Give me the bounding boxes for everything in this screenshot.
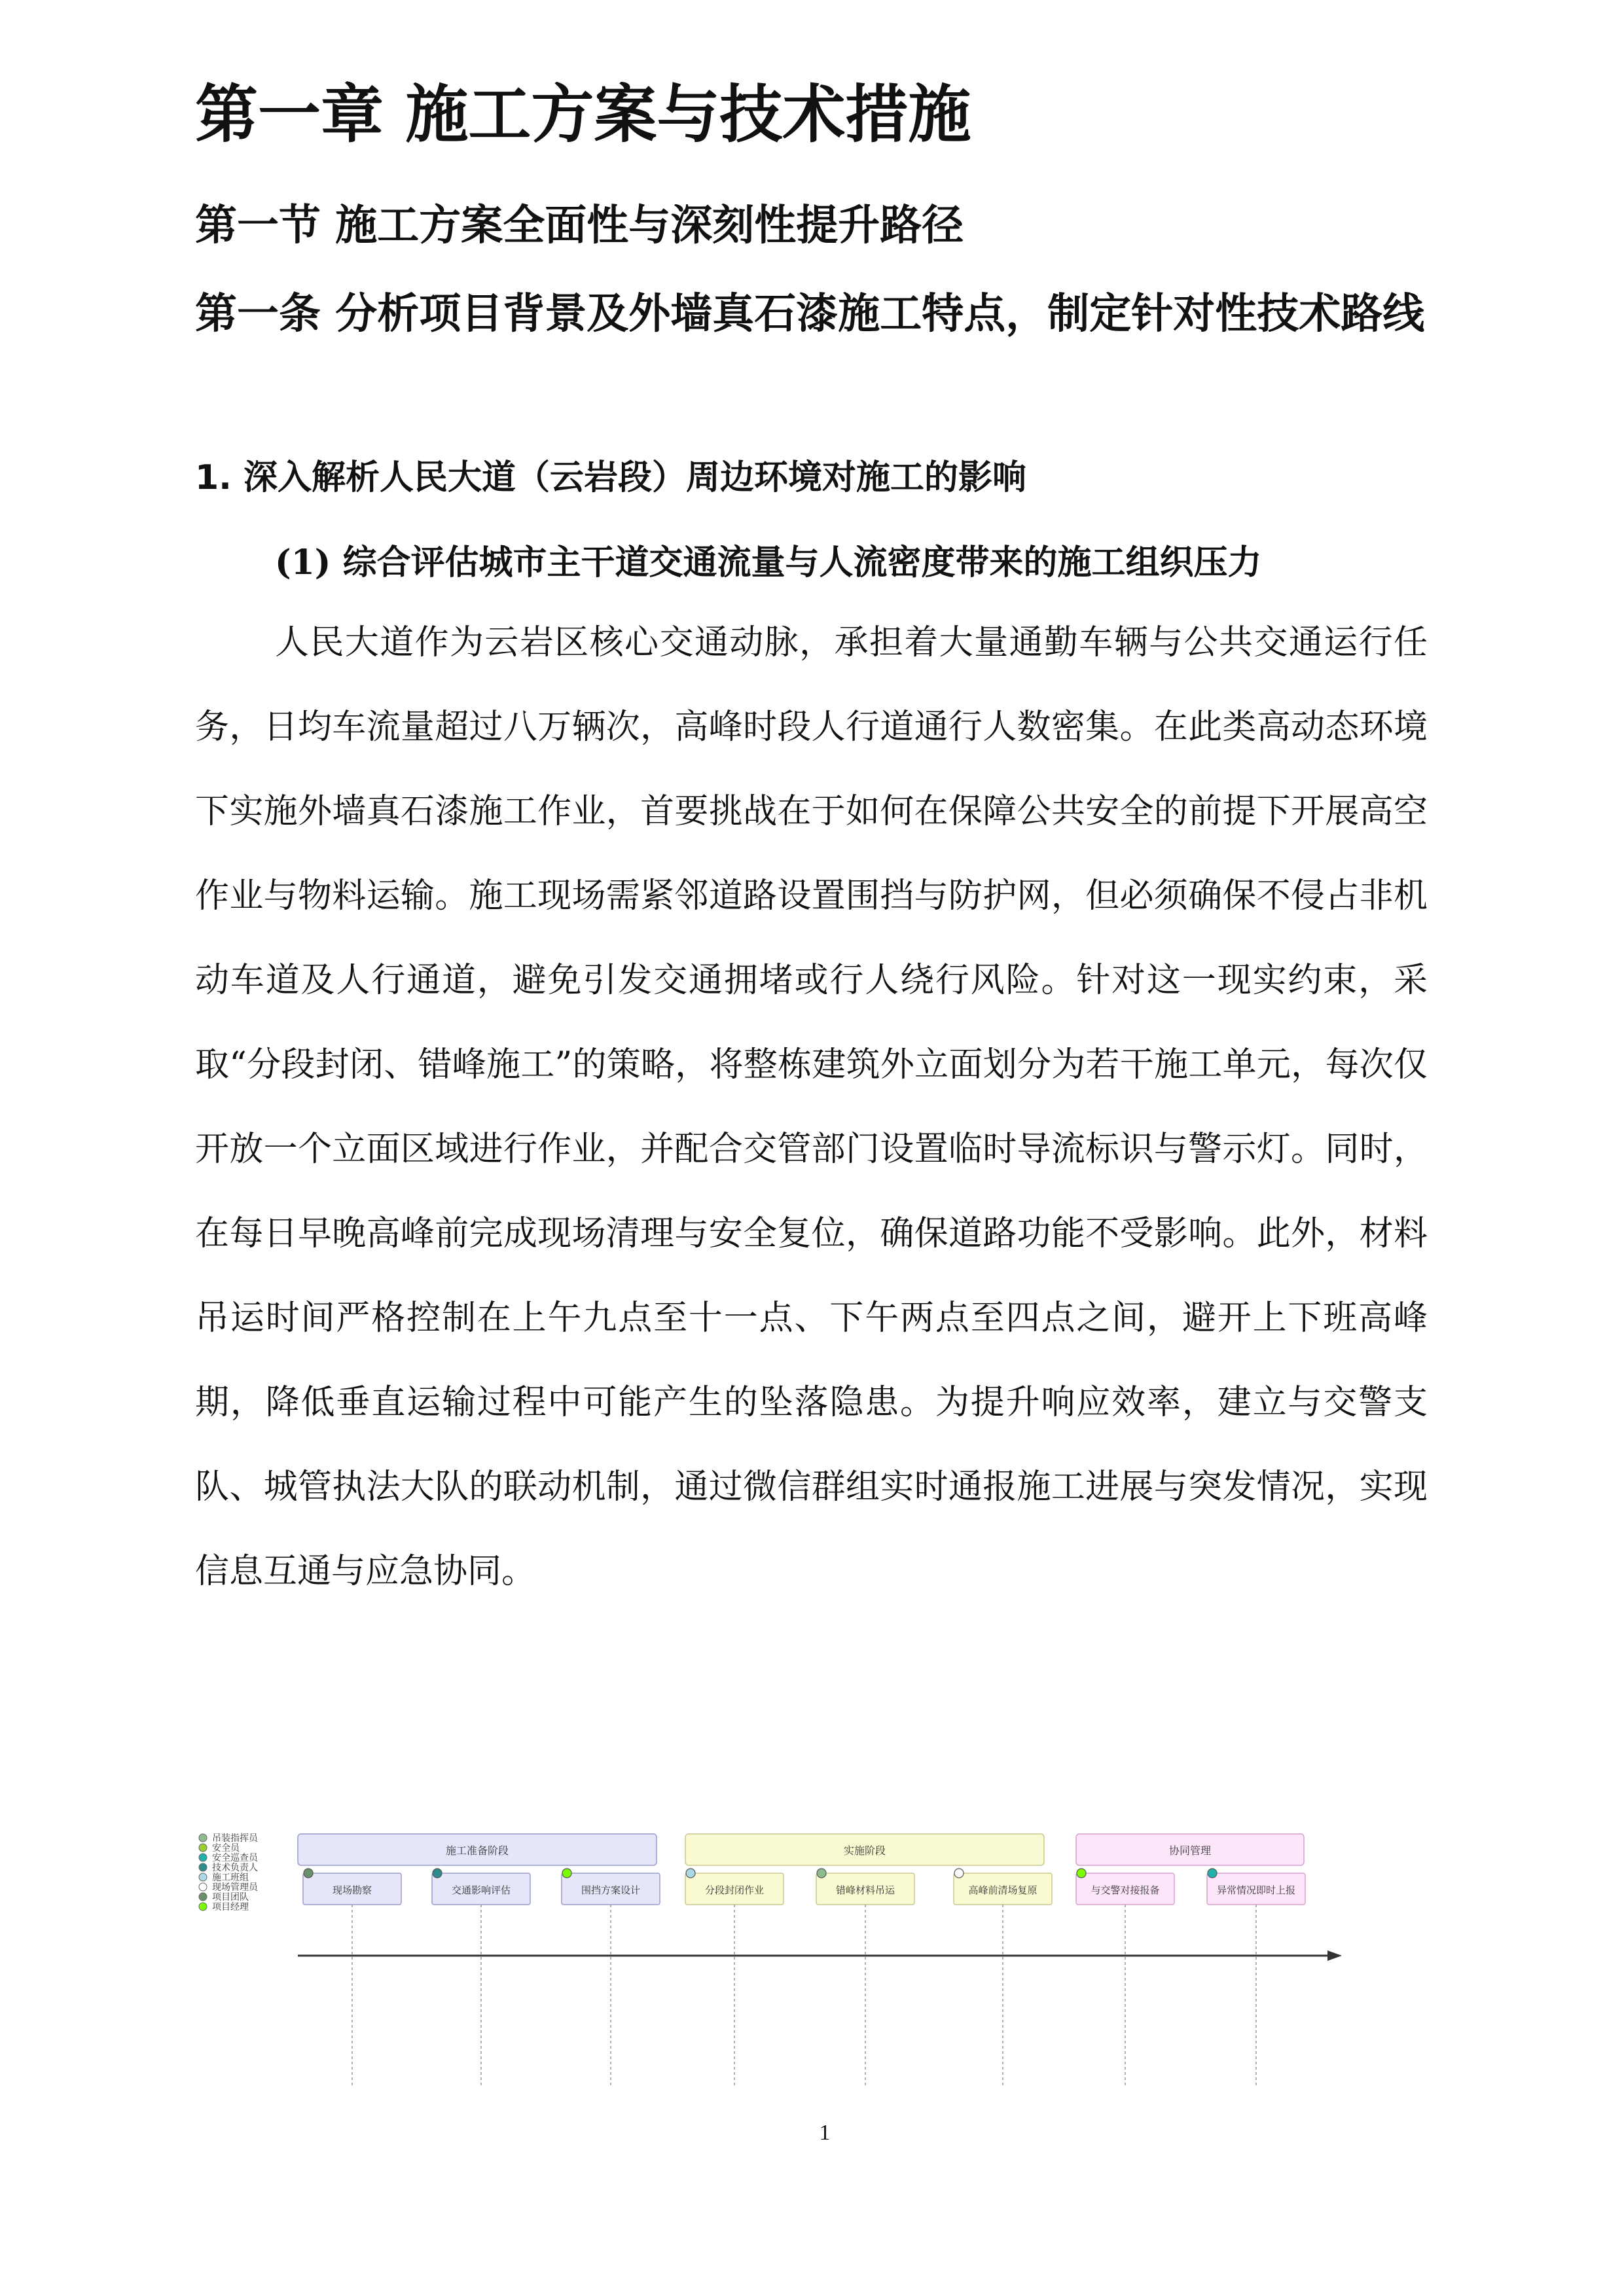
- legend-label: 技术负责人: [212, 1863, 258, 1873]
- legend-dot: [199, 1854, 207, 1861]
- legend: [199, 1833, 259, 1912]
- task-role-dot: [304, 1869, 313, 1878]
- legend-dot: [199, 1873, 207, 1881]
- legend-label: 项目团队: [212, 1892, 249, 1903]
- legend-dot: [199, 1844, 207, 1852]
- chapter-title: 第一章 施工方案与技术措施: [195, 78, 971, 151]
- section-title: 第一节 施工方案全面性与深刻性提升路径: [195, 202, 964, 250]
- phase-label: 实施阶段: [843, 1844, 886, 1857]
- legend-dot: [199, 1863, 207, 1871]
- task-role-dot: [562, 1869, 571, 1878]
- legend-label: 现场管理员: [212, 1882, 258, 1893]
- phases: [298, 1834, 1305, 2087]
- phase-label: 施工准备阶段: [445, 1844, 509, 1857]
- legend-label: 项目经理: [212, 1902, 249, 1912]
- sub-subheading: (1) 综合评估城市主干道交通流量与人流密度带来的施工组织压力: [275, 543, 1262, 583]
- subheading: 1. 深入解析人民大道（云岩段）周边环境对施工的影响: [195, 458, 1027, 497]
- task-label: 分段封闭作业: [704, 1884, 765, 1896]
- timeline-arrowhead: [1327, 1950, 1342, 1961]
- legend-dot: [199, 1903, 207, 1910]
- phase-label: 协同管理: [1168, 1844, 1212, 1857]
- task-role-dot: [817, 1869, 826, 1878]
- task-label: 围挡方案设计: [581, 1884, 641, 1896]
- task-label: 异常情况即时上报: [1216, 1884, 1296, 1896]
- task-role-dot: [686, 1869, 695, 1878]
- task-label: 现场勘察: [332, 1884, 372, 1896]
- task-role-dot: [954, 1869, 964, 1878]
- legend-label: 安全员: [212, 1843, 240, 1854]
- legend-label: 安全巡查员: [212, 1853, 258, 1863]
- task-role-dot: [1077, 1869, 1086, 1878]
- task-label: 高峰前清场复原: [968, 1884, 1038, 1896]
- task-role-dot: [433, 1869, 442, 1878]
- legend-dot: [199, 1834, 207, 1842]
- legend-label: 施工班组: [212, 1873, 249, 1883]
- task-role-dot: [1208, 1869, 1217, 1878]
- workflow-timeline-diagram: [196, 1833, 1348, 2094]
- legend-dot: [199, 1883, 207, 1891]
- legend-dot: [199, 1893, 207, 1901]
- article-title: 第一条 分析项目背景及外墙真石漆施工特点，制定针对性技术路线: [195, 290, 1425, 338]
- body-paragraph: 人民大道作为云岩区核心交通动脉，承担着大量通勤车辆与公共交通运行任务，日均车流量超过八万辆次，高峰时段人行道通行人数密集。在此类高动态环境下实施外墙真石漆施工作业，首要挑战在于如何在保障公共安全的前提下开展高空作业与物料运输。施工现场需紧邻道路设置围挡与防护网，但必须确保不侵占非机动车道及人行通道，避免引发交通拥堵或行人绕行风险。针对这一现实约束，采取“分段封闭、错峰施工”的策略，将整栋建筑外立面划分为若干施工单元，每次仅开放一个立面区域进行作业，并配合交管部门设置临时导流标识与警示灯。同时，在每日早晚高峰前完成现场清理与安全复位，确保道路功能不受影响。此外，材料吊运时间严格控制在上午九点至十一点、下午两点至四点之间，避开上下班高峰期，降低垂直运输过程中可能产生的坠落隐患。为提升响应效率，建立与交警支队、城管执法大队的联动机制，通过微信群组实时通报施工进展与突发情况，实现信息互通与应急协同。: [195, 623, 1428, 1591]
- page-number: 1: [819, 2121, 831, 2145]
- task-label: 与交警对接报备: [1091, 1884, 1160, 1896]
- task-label: 错峰材料吊运: [835, 1884, 895, 1896]
- task-label: 交通影响评估: [451, 1884, 511, 1896]
- legend-label: 吊装指挥员: [212, 1833, 258, 1844]
